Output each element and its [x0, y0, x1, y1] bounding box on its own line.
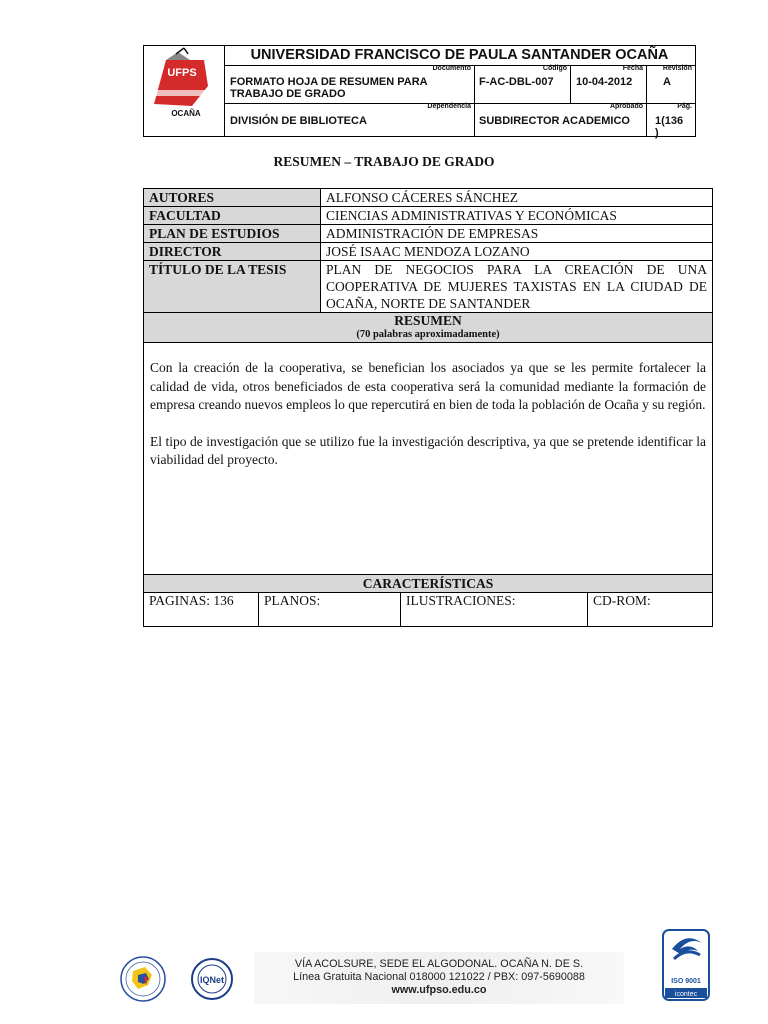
cdrom-cell: CD-ROM: [593, 593, 651, 608]
iqnet-logo [190, 957, 234, 1001]
documento-value: FORMATO HOJA DE RESUMEN PARA TRABAJO DE GRADO [230, 76, 428, 100]
dependencia-value: DIVISIÓN DE BIBLIOTECA [230, 115, 367, 127]
resumen-paragraph-1: Con la creación de la cooperativa, se benefician los asociados ya que se les permite fortalecer la calidad de vida, otros beneficiados de esta cooperativa será la comunidad mediante la formación de empresa creando nuevos empleos lo que repercutirá en bien de toda la población de Ocaña y su región. [150, 360, 706, 412]
revision-label: Revisión [662, 65, 692, 72]
resumen-paragraph-2: El tipo de investigación que se utilizo fue la investigación descriptiva, ya que se pretende identificar la viabilidad del proyecto. [150, 433, 706, 467]
resumen-body [144, 343, 712, 575]
director-value: JOSÉ ISAAC MENDOZA LOZANO [326, 244, 530, 259]
director-label: DIRECTOR [144, 243, 321, 260]
documento-cell [224, 65, 475, 103]
caracteristicas-heading: CARACTERÍSTICAS [144, 575, 712, 593]
table-row-titulo [144, 261, 712, 313]
header-row-document [224, 65, 695, 104]
document-header [143, 45, 696, 137]
caracteristicas-row [144, 593, 712, 626]
resumen-table [143, 188, 713, 627]
facultad-label: FACULTAD [144, 207, 321, 224]
revision-value: A [663, 76, 671, 88]
seal-icon [118, 955, 168, 1003]
resumen-title: RESUMEN [394, 313, 462, 328]
paginas-cell: PAGINAS: 136 [144, 593, 259, 626]
facultad-value: CIENCIAS ADMINISTRATIVAS Y ECONÓMICAS [326, 208, 617, 223]
codigo-label: Código [542, 65, 567, 72]
titulo-label: TÍTULO DE LA TESIS [144, 261, 321, 312]
footer-contact [254, 958, 624, 997]
fecha-value: 10-04-2012 [576, 76, 633, 88]
resumen-subtitle: (70 palabras aproximadamente) [356, 329, 500, 340]
ilustraciones-cell: ILUSTRACIONES: [401, 593, 588, 626]
pag-cell [647, 103, 695, 139]
logo-caption: OCAÑA [171, 109, 201, 118]
pag-label: Pág. [677, 103, 692, 110]
codigo-value: F-AC-DBL-007 [479, 76, 554, 88]
codigo-cell [475, 65, 571, 103]
aprobado-label: Aprobado [609, 103, 643, 110]
iqnet-icon [190, 957, 234, 1001]
pag-value: 1(136 ) [655, 115, 684, 139]
logo-text: UFPS [167, 67, 197, 79]
ufps-logo-icon [144, 46, 224, 136]
icontec-icon [662, 929, 710, 1001]
university-logo [144, 46, 225, 136]
revision-cell [647, 65, 695, 103]
autores-label: AUTORES [144, 189, 321, 206]
fecha-cell [571, 65, 647, 103]
footer-seal-logo [118, 955, 168, 1003]
page-title: RESUMEN – TRABAJO DE GRADO [273, 154, 495, 169]
resumen-heading [144, 313, 712, 343]
icontec-certification [662, 929, 710, 1001]
footer-address: VÍA ACOLSURE, SEDE EL ALGODONAL. OCAÑA N. DE S. [294, 958, 584, 970]
table-row-director [144, 243, 712, 261]
university-name: UNIVERSIDAD FRANCISCO DE PAULA SANTANDER OCAÑA [224, 46, 695, 66]
table-row-plan [144, 225, 712, 243]
dependencia-label: Dependencia [427, 103, 471, 110]
iso-text: ISO 9001 [671, 978, 701, 985]
plan-label: PLAN DE ESTUDIOS [144, 225, 321, 242]
planos-cell: PLANOS: [259, 593, 401, 626]
documento-label: Documento [432, 65, 471, 72]
icontec-text: icontec [674, 991, 698, 998]
plan-value: ADMINISTRACIÓN DE EMPRESAS [326, 226, 539, 241]
titulo-value: PLAN DE NEGOCIOS PARA LA CREACIÓN DE UNA COOPERATIVA DE MUJERES TAXISTAS EN LA CIUDAD DE OCAÑA, NORTE DE SANTANDER [326, 262, 707, 311]
header-row-dependencia [224, 103, 695, 139]
aprobado-value: SUBDIRECTOR ACADEMICO [479, 115, 630, 127]
footer-website: www.ufpso.edu.co [391, 984, 487, 996]
table-row-autores [144, 189, 712, 207]
autores-value: ALFONSO CÁCERES SÁNCHEZ [326, 190, 519, 205]
footer-phone: Línea Gratuita Nacional 018000 121022 / PBX: 097-5690088 [293, 971, 585, 983]
table-row-facultad [144, 207, 712, 225]
dependencia-cell [224, 103, 475, 136]
fecha-label: Fecha [622, 65, 643, 72]
aprobado-cell [475, 103, 647, 136]
iqnet-text: IQNet [199, 975, 225, 985]
